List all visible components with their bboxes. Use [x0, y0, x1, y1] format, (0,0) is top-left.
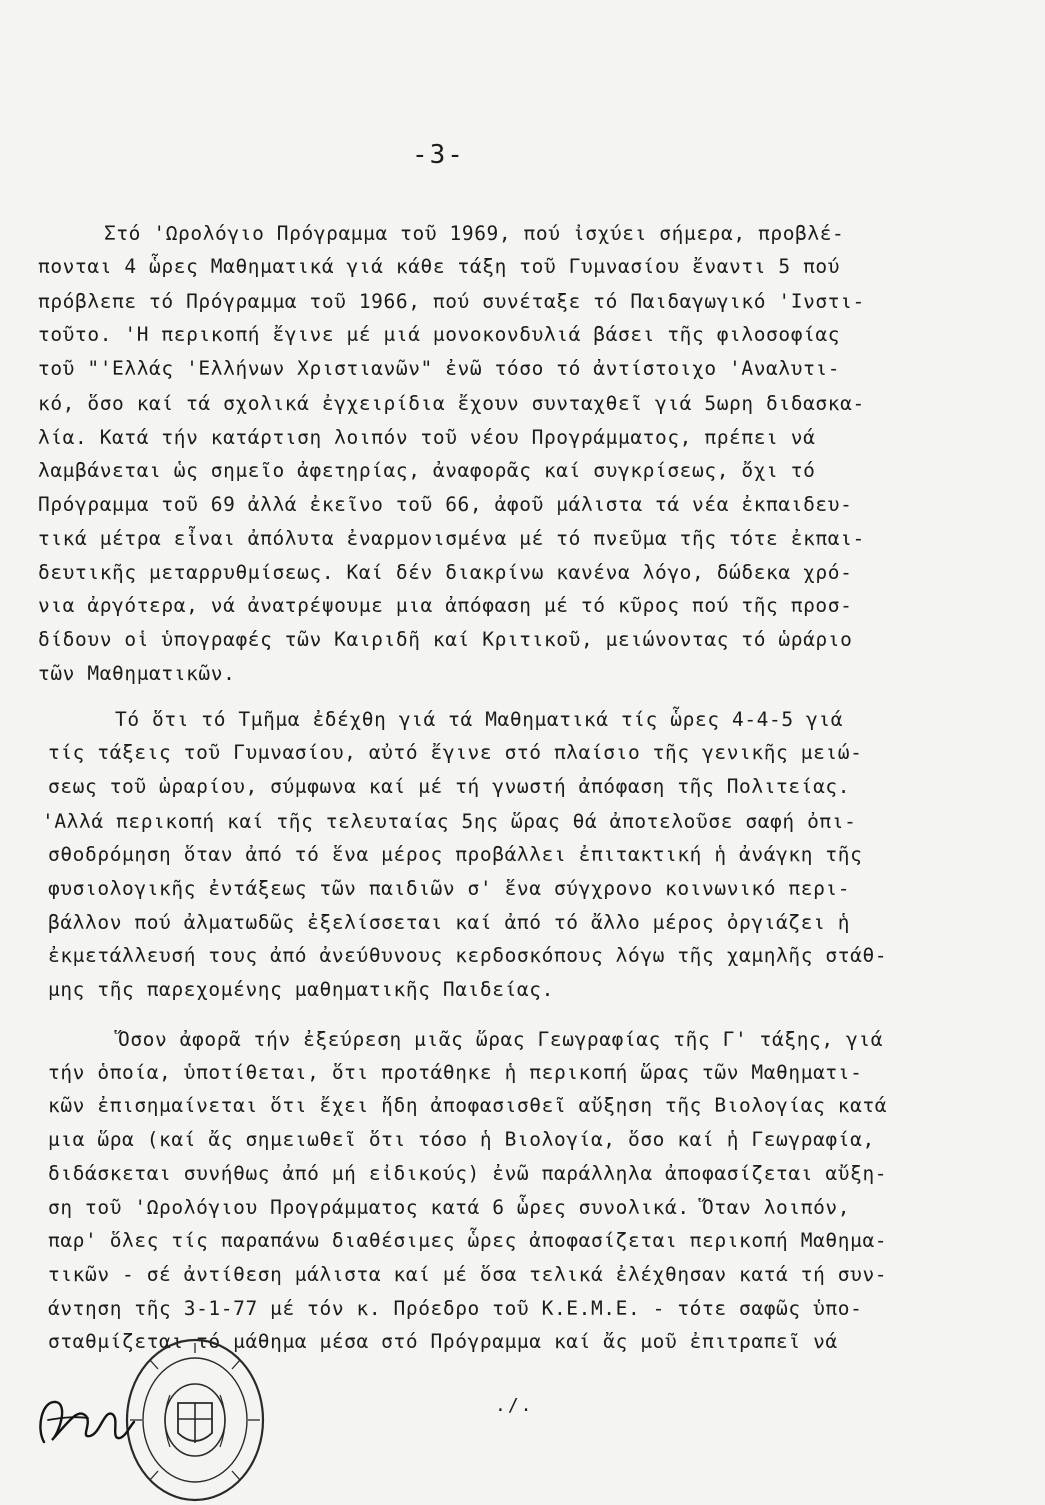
text-line: Πρόγραμμα τοῦ 69 ἀλλά ἐκεῖνο τοῦ 66, ἀφοῦ μάλιστα τά νέα ἐκπαιδευ- [38, 493, 853, 516]
text-line: τῶν Μαθηματικῶν. [38, 662, 236, 685]
handwritten-signature [30, 1380, 140, 1460]
text-line: ἐκμετάλλευσή τους ἀπό ἀνεύθυνους κερδοσκόπους λόγω τῆς χαμηλῆς στάθ- [48, 944, 888, 967]
text-line: 'Αλλά περικοπή καί τῆς τελευταίας 5ης ὥρας θά ἀποτελοῦσε σαφή ὀπι- [42, 810, 857, 833]
text-line: μια ὥρα (καί ἄς σημειωθεῖ ὅτι τόσο ἡ Βιολογία, ὅσο καί ἡ Γεωγραφία, [48, 1128, 875, 1151]
text-line: νια ἀργότερα, νά ἀνατρέψουμε μια ἀπόφαση μέ τό κῦρος πού τῆς προσ- [38, 594, 853, 617]
text-line: τήν ὁποία, ὑποτίθεται, ὅτι προτάθηκε ἡ περικοπή ὥρας τῶν Μαθηματι- [48, 1061, 863, 1084]
text-line: διδάσκεται συνήθως ἀπό μή εἰδικούς) ἐνῶ παράλληλα ἀποφασίζεται αὔξη- [48, 1162, 888, 1185]
official-stamp [120, 1325, 270, 1505]
text-line: πρόβλεπε τό Πρόγραμμα τοῦ 1966, πού συνέταξε τό Παιδαγωγικό 'Ινστι- [38, 290, 865, 313]
text-line: τικά μέτρα εἶναι ἀπόλυτα ἐναρμονισμένα μέ τό πνεῦμα τῆς τότε ἐκπαι- [38, 527, 865, 550]
text-line: Τό ὅτι τό Τμῆμα ἐδέχθη γιά τά Μαθηματικά τίς ὧρες 4-4-5 γιά [115, 708, 844, 731]
text-line: σθοδρόμηση ὅταν ἀπό τό ἕνα μέρος προβάλλει ἐπιτακτική ἡ ἀνάγκη τῆς [48, 843, 863, 866]
text-line: κό, ὅσο καί τά σχολικά ἐγχειρίδια ἔχουν συνταχθεῖ γιά 5ωρη διδασκα- [38, 392, 865, 415]
text-line: λαμβάνεται ὡς σημεῖο ἀφετηρίας, ἀναφορᾶς καί συγκρίσεως, ὄχι τό [38, 459, 816, 482]
text-line: άντηση τῆς 3-1-77 μέ τόν κ. Πρόεδρο τοῦ Κ.Ε.Μ.Ε. - τότε σαφῶς ὑπο- [48, 1297, 863, 1320]
text-line: κῶν ἐπισημαίνεται ὅτι ἔχει ἤδη ἀποφασισθεῖ αὔξηση τῆς Βιολογίας κατά [48, 1094, 888, 1117]
text-line: μης τῆς παρεχομένης μαθηματικῆς Παιδείας. [48, 978, 554, 1001]
text-line: σταθμίζεται τό μάθημα μέσα στό Πρόγραμμα καί ἄς μοῦ ἐπιτραπεῖ νά [48, 1330, 838, 1353]
text-line: τικῶν - σέ ἀντίθεση μάλιστα καί μέ ὅσα τελικά ἐλέχθησαν κατά τή συν- [48, 1263, 888, 1286]
text-line: τίς τάξεις τοῦ Γυμνασίου, αὐτό ἔγινε στό πλαίσιο τῆς γενικῆς μειώ- [48, 741, 863, 764]
text-line: δευτικῆς μεταρρυθμίσεως. Καί δέν διακρίνω κανένα λόγο, δώδεκα χρό- [38, 561, 853, 584]
text-line: Στό 'Ωρολόγιο Πρόγραμμα τοῦ 1969, πού ἰσχύει σήμερα, προβλέ- [104, 222, 845, 245]
text-line: ση τοῦ 'Ωρολόγιου Προγράμματος κατά 6 ὧρες συνολικά. Ὅταν λοιπόν, [48, 1196, 851, 1219]
text-line: βάλλον πού ἀλματωδῶς ἐξελίσσεται καί ἀπό τό ἄλλο μέρος ὀργιάζει ἡ [48, 911, 851, 934]
text-line: λία. Κατά τήν κατάρτιση λοιπόν τοῦ νέου Προγράμματος, πρέπει νά [38, 426, 816, 449]
continuation-mark: ./. [495, 1395, 534, 1416]
text-line: πονται 4 ὧρες Μαθηματικά γιά κάθε τάξη τοῦ Γυμνασίου ἔναντι 5 πού [38, 255, 841, 278]
text-line: Ὅσον ἀφορᾶ τήν ἐξεύρεση μιᾶς ὥρας Γεωγραφίας τῆς Γ' τάξης, γιά [118, 1028, 884, 1051]
text-line: σεως τοῦ ὡραρίου, σύμφωνα καί μέ τή γνωστή ἀπόφαση τῆς Πολιτείας. [48, 775, 851, 798]
text-line: δίδουν οἱ ὑπογραφές τῶν Καιριδῆ καί Κριτικοῦ, μειώνοντας τό ὡράριο [38, 628, 853, 651]
text-line: τοῦτο. 'Η περικοπή ἔγινε μέ μιά μονοκονδυλιά βάσει τῆς φιλοσοφίας [38, 323, 841, 346]
text-line: φυσιολογικῆς ἐντάξεως τῶν παιδιῶν σ' ἕνα σύγχρονο κοινωνικό περι- [48, 877, 851, 900]
page-number: -3- [412, 140, 465, 170]
text-line: τοῦ "'Ελλάς 'Ελλήνων Χριστιανῶν" ἐνῶ τόσο τό ἀντίστοιχο 'Αναλυτι- [38, 357, 841, 380]
text-line: παρ' ὅλες τίς παραπάνω διαθέσιμες ὧρες ἀποφασίζεται περικοπή Μαθημα- [48, 1229, 888, 1252]
